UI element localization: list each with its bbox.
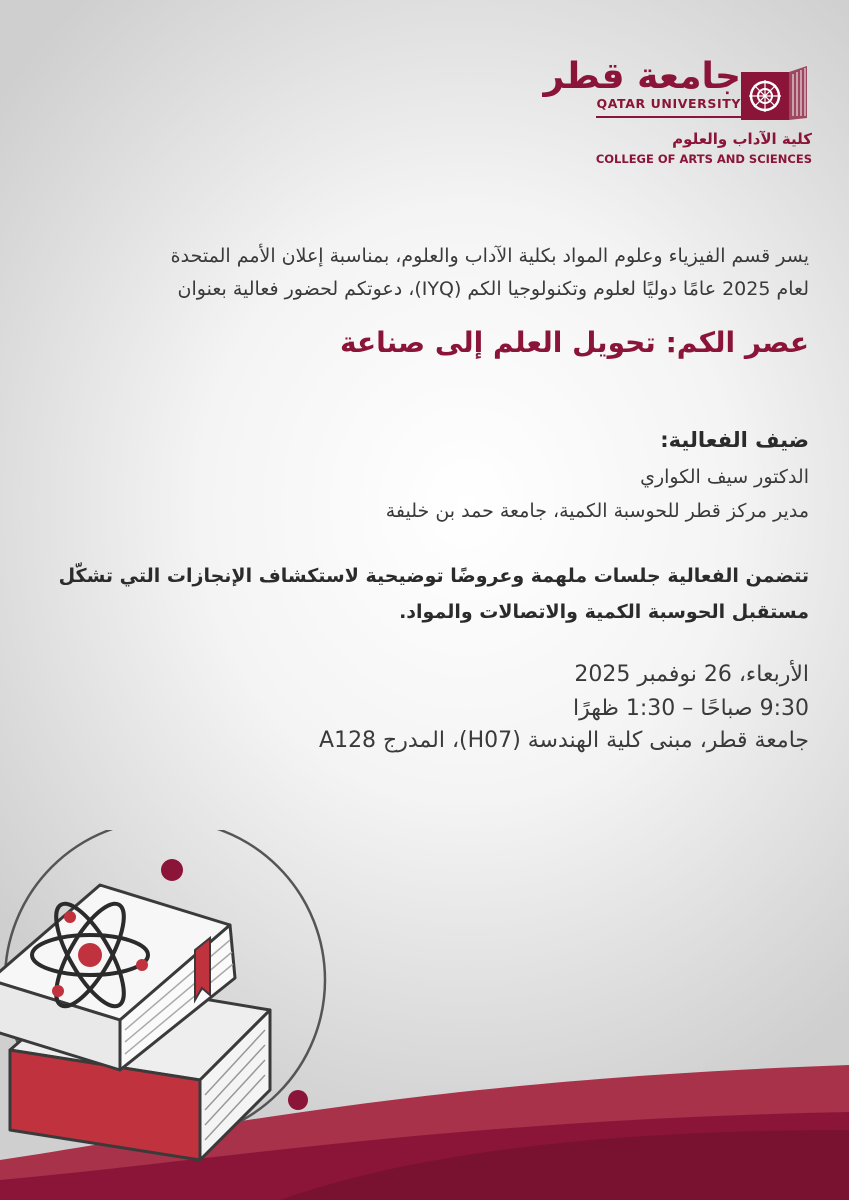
event-time: 9:30 صباحًا – 1:30 ظهرًا <box>572 696 809 721</box>
intro-line-1: يسر قسم الفيزياء وعلوم المواد بكلية الآداب والعلوم، بمناسبة إعلان الأمم المتحدة <box>170 245 809 267</box>
guest-role: مدير مركز قطر للحوسبة الكمية، جامعة حمد بن خليفة <box>385 500 809 522</box>
university-name-en: QATAR UNIVERSITY <box>596 96 741 111</box>
guest-label: ضيف الفعالية: <box>660 428 809 452</box>
logo-divider <box>596 116 741 118</box>
intro-paragraph <box>171 240 809 306</box>
event-date: الأربعاء، 26 نوفمبر 2025 <box>574 662 809 687</box>
intro-line-2: لعام 2025 عامًا دوليًا لعلوم وتكنولوجيا الكم (IYQ)، دعوتكم لحضور فعالية بعنوان <box>177 278 809 300</box>
description-line-1: تتضمن الفعالية جلسات ملهمة وعروضًا توضيحية لاستكشاف الإنجازات التي تشكّل <box>58 565 809 587</box>
books-illustration <box>0 830 849 1200</box>
orbit-dot-top <box>161 859 183 881</box>
description-line-2: مستقبل الحوسبة الكمية والاتصالات والمواد. <box>399 601 809 623</box>
guest-name: الدكتور سيف الكواري <box>640 466 809 488</box>
university-name-ar: جامعة قطر <box>543 56 741 97</box>
event-location: جامعة قطر، مبنى كلية الهندسة (H07)، المدرج A128 <box>319 728 809 753</box>
event-title: عصر الكم: تحويل العلم إلى صناعة <box>339 326 809 359</box>
orbit-dot-right <box>288 1090 308 1110</box>
event-description <box>59 558 809 630</box>
college-name-en: COLLEGE OF ARTS AND SCIENCES <box>595 152 812 166</box>
qatar-university-emblem-icon <box>739 66 809 124</box>
college-name-ar: كلية الآداب والعلوم <box>672 130 812 148</box>
